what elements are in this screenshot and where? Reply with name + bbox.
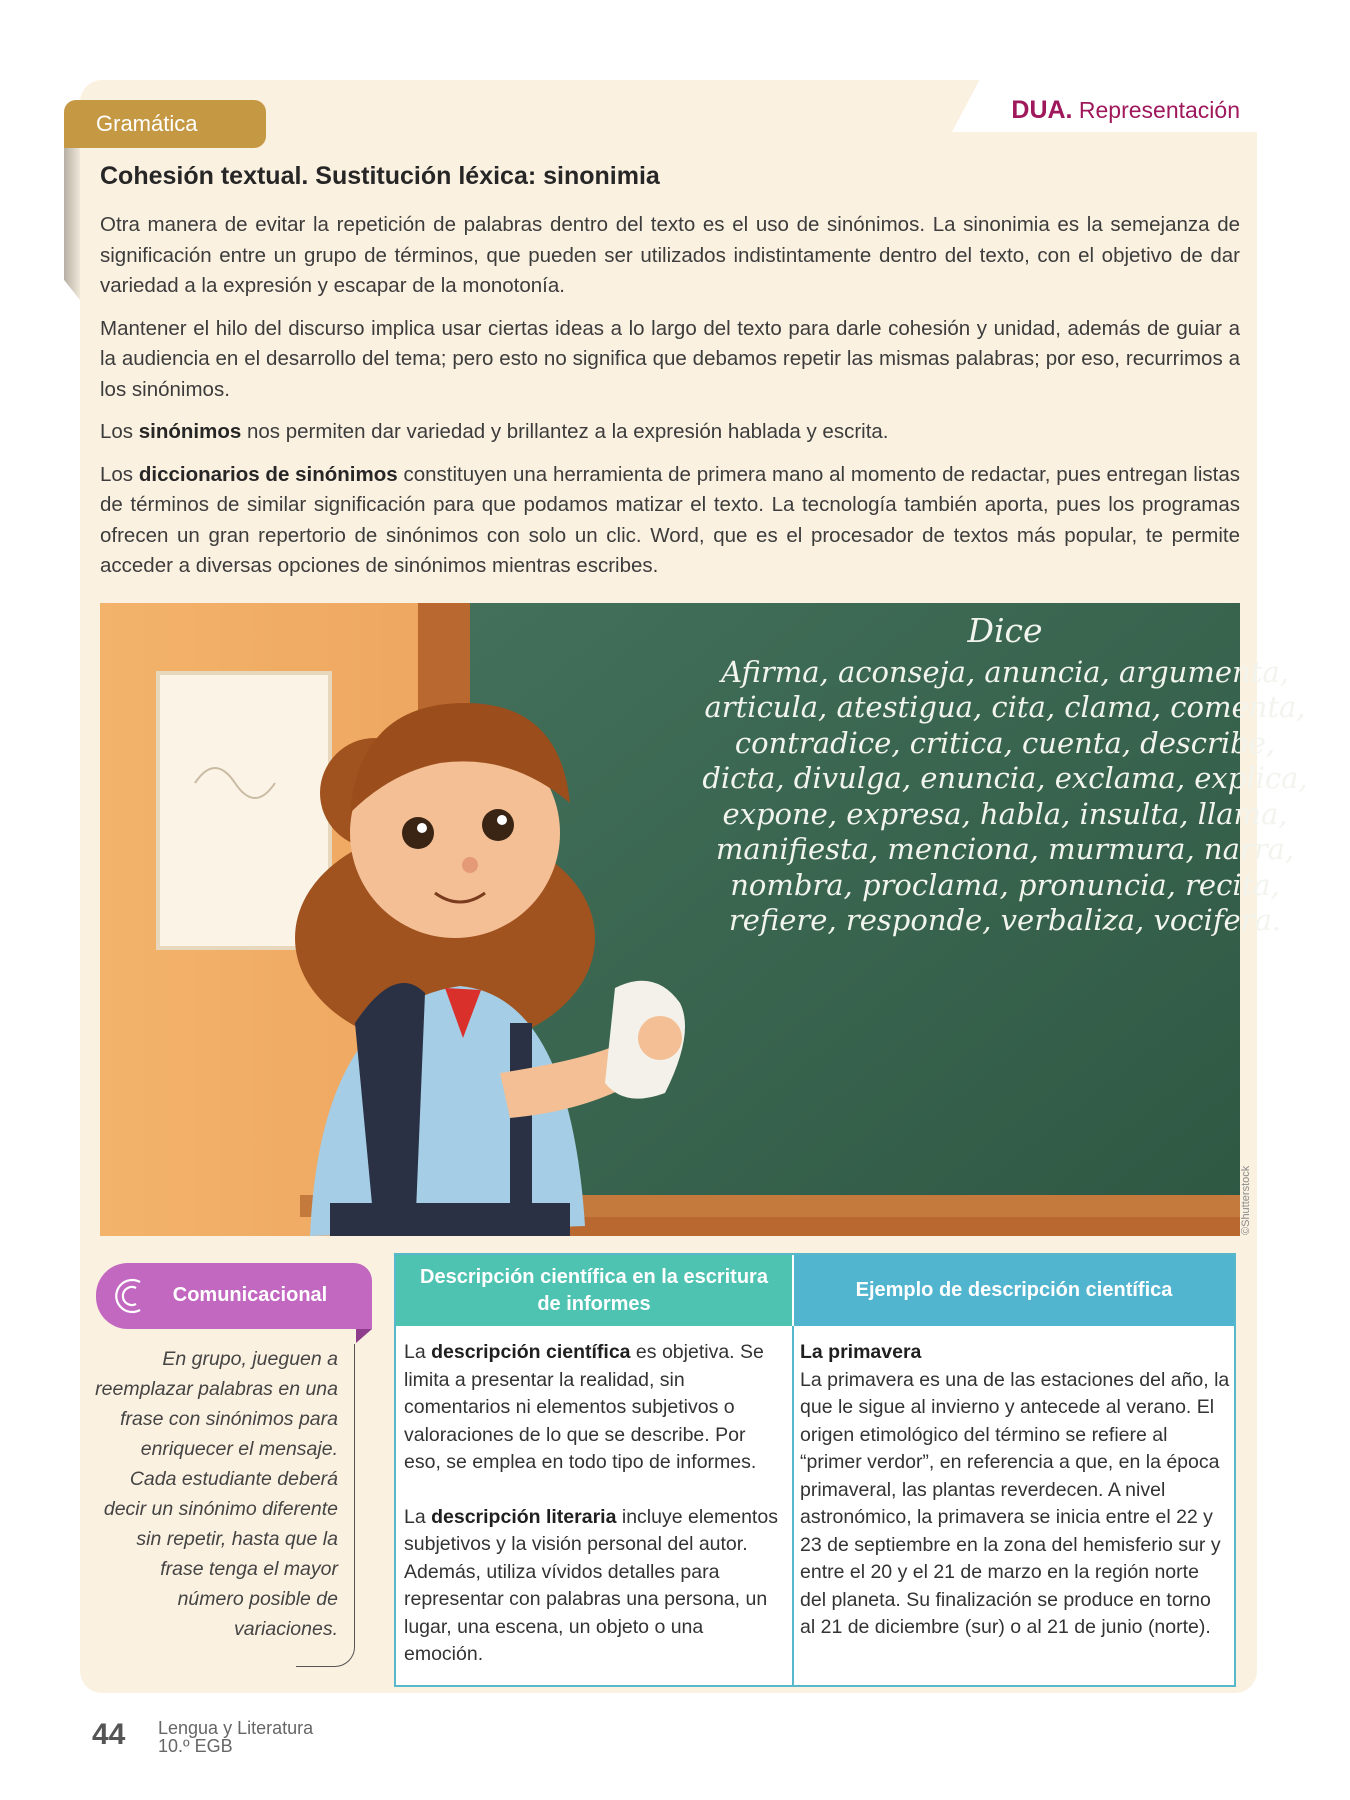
footer-book-info	[158, 1719, 313, 1755]
image-credit: ©Shutterstock	[1240, 1165, 1252, 1235]
paragraph-1: Otra manera de evitar la repetición de palabras dentro del texto es el uso de sinónimos. La sinonimia es la semejanza de significación entre un grupo de términos, que pueden ser utilizados indistintamente dentro del texto, con el objetivo de dar variedad a la expresión y escapar de la monotonía.	[100, 213, 1240, 297]
board-title: Dice	[967, 611, 1043, 650]
table-cell-example	[800, 1339, 1230, 1642]
comunicacional-icon	[112, 1276, 146, 1316]
table-cell-description	[404, 1339, 786, 1696]
paragraph-3: Los sinónimos nos permiten dar variedad y brillantez a la expresión hablada y escrita.	[100, 420, 889, 443]
footer-subject: Lengua y Literatura	[158, 1718, 314, 1738]
paragraph-4: Los diccionarios de sinónimos constituyen una herramienta de primera mano al momento de redactar, pues entregan listas de términos de similar significación para que podamos matizar el texto. La tecnología también aporta, pues los programas ofrecen un gran repertorio de sinónimos con solo un clic. Word, que es el procesador de textos más popular, te permite acceder a diversas opciones de sinónimos mientras escribes.	[100, 462, 1240, 577]
section-tab: Gramática	[64, 100, 266, 148]
comunicacional-text: En grupo, jueguen a reemplazar palabras en una frase con sinónimos para enriquecer el mensaje. Cada estudiante deberá decir un sinónimo diferente sin repetir, hasta que la frase tenga el mayor número posible de variaciones.	[95, 1348, 338, 1640]
comunicacional-label: Comunicacional	[172, 1284, 328, 1306]
dua-label: DUA. Representación	[1011, 96, 1240, 124]
paragraph-2: Mantener el hilo del discurso implica usar ciertas ideas a lo largo del texto para darle cohesión y unidad, además de guiar a la audiencia en el desarrollo del tema; pero esto no significa que debamos repetir las mismas palabras; por eso, recurrimos a los sinónimos.	[100, 316, 1240, 401]
description-table	[394, 1253, 1236, 1687]
page-number: 44	[92, 1718, 126, 1751]
example-text: La primavera es una de las estaciones del año, la que le sigue al invierno y antecede al verano. El origen etimológico del término se refiere al “primer verdor”, en referencia a que, en la época primaveral, las plantas reverdecen. A nivel astronómico, la primavera se inicia entre el 22 y 23 de septiembre en la zona del hemisferio sur y entre el 20 y el 21 de marzo en la región norte del planeta. Su finalización se produce en torno al 21 de diciembre (sur) o al 21 de junio (norte).	[800, 1368, 1230, 1638]
footer-grade: 10.º EGB	[158, 1736, 233, 1756]
comunicacional-bracket	[296, 1344, 355, 1667]
body-text	[100, 210, 1240, 594]
example-title: La primavera	[800, 1341, 922, 1363]
board-text	[670, 613, 1340, 939]
column-divider	[792, 1326, 794, 1685]
literary-description-text: La descripción literaria incluye elementos subjetivos y la visión personal del autor. Además, utiliza vívidos detalles para representar con palabras una persona, un lugar, una escena, un objeto o una emoción.	[404, 1505, 778, 1665]
table-header-example: Ejemplo de descripción científica	[792, 1255, 1234, 1326]
scientific-description-text: La descripción científica es objetiva. Se limita a presentar la realidad, sin comentarios ni elementos subjetivos o valoraciones de lo que se describe. Por eso, se emplea en todo tipo de informes.	[404, 1341, 764, 1473]
table-header-description: Descripción científica en la escritura de informes	[396, 1255, 792, 1326]
tab-shadow	[64, 132, 80, 300]
board-synonym-list: Afirma, aconseja, anuncia, argumenta, articula, atestigua, cita, clama, comenta, contradice, critica, cuenta, describe, dicta, divulga, enuncia, exclama, explica, expone, expresa, habla, insulta, llama, manifiesta, menciona, murmura, narra, nombra, proclama, pronuncia, recita, refiere, responde, verbaliza, vocifera.	[702, 654, 1308, 937]
page-title: Cohesión textual. Sustitución léxica: sinonimia	[100, 162, 660, 190]
